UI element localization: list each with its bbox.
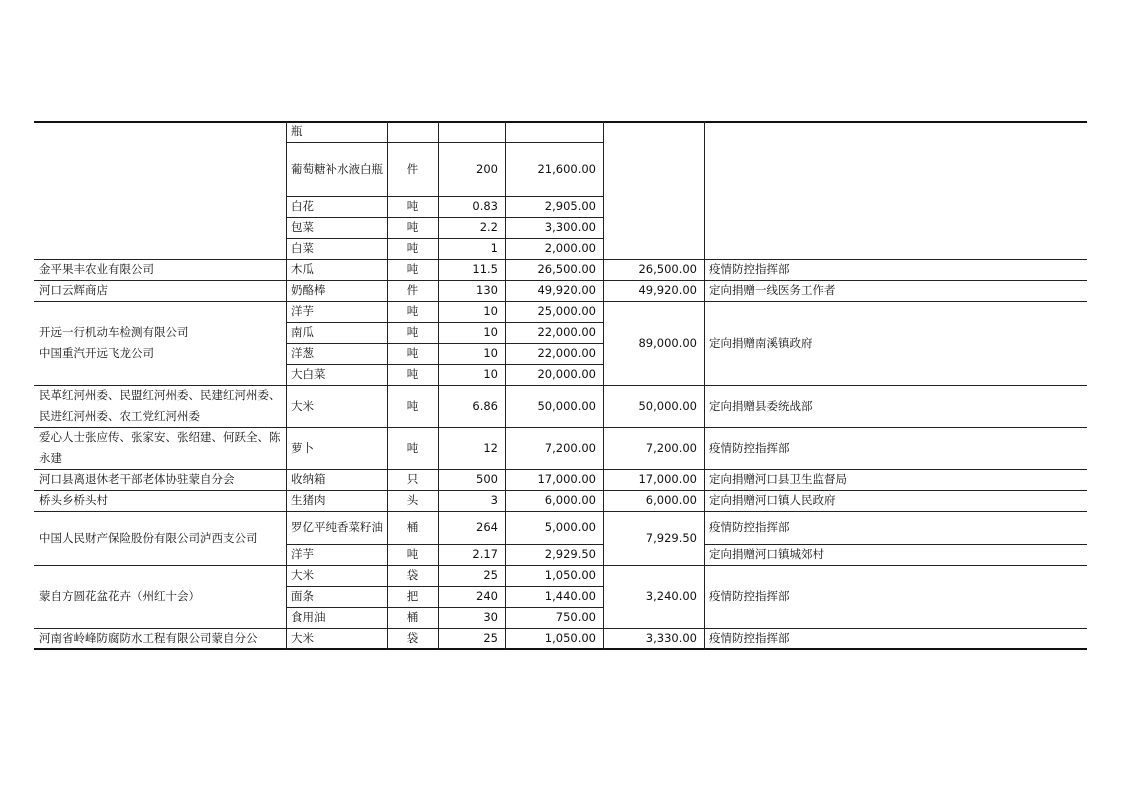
item-cell <box>286 544 387 565</box>
donor-cell <box>34 259 286 280</box>
item-cell-text: 白花 <box>291 199 314 213</box>
donor-cell <box>34 427 286 469</box>
item-cell <box>286 322 387 343</box>
item-cell-text: 瓶 <box>291 124 303 138</box>
donor-cell-text: 爱心人士张应传、张家安、张绍建、何跃全、陈永建 <box>39 430 281 465</box>
qty-cell-text: 10 <box>483 367 498 381</box>
item-cell <box>286 427 387 469</box>
item-cell <box>286 343 387 364</box>
amount-cell-text: 26,500.00 <box>537 262 596 276</box>
qty-cell-text: 11.5 <box>472 262 498 276</box>
item-cell <box>286 280 387 301</box>
unit-cell-text: 吨 <box>406 325 419 339</box>
total-cell-text: 7,200.00 <box>645 440 697 455</box>
total-cell-text: 3,330.00 <box>645 631 697 645</box>
donor-cell <box>34 628 286 649</box>
total-cell <box>603 385 704 427</box>
qty-cell <box>438 565 505 586</box>
amount-cell <box>505 259 603 280</box>
dest-cell-text: 定向捐赠河口镇人民政府 <box>709 493 836 507</box>
qty-cell-text: 500 <box>476 472 498 486</box>
qty-cell <box>438 238 505 259</box>
item-cell-text: 白菜 <box>291 241 314 255</box>
qty-cell-text: 25 <box>483 568 498 582</box>
amount-cell-text: 7,200.00 <box>544 440 596 455</box>
donor-cell <box>34 280 286 301</box>
amount-cell <box>505 586 603 607</box>
qty-cell <box>438 586 505 607</box>
total-cell <box>603 301 704 385</box>
unit-cell-text: 吨 <box>406 262 419 276</box>
amount-cell <box>505 322 603 343</box>
unit-cell <box>387 490 438 511</box>
donor-cell-text: 蒙自方圆花盆花卉（州红十会） <box>39 589 200 603</box>
amount-cell-text: 21,600.00 <box>537 161 596 176</box>
dest-cell <box>704 469 1087 490</box>
amount-cell-text: 750.00 <box>555 610 596 624</box>
qty-cell-text: 200 <box>476 161 498 176</box>
unit-cell-text: 把 <box>406 589 419 603</box>
amount-cell-text: 25,000.00 <box>537 304 596 318</box>
dest-cell <box>704 280 1087 301</box>
item-cell-text: 洋芋 <box>291 304 314 318</box>
qty-cell-text: 130 <box>476 283 498 297</box>
amount-cell <box>505 385 603 427</box>
qty-cell <box>438 607 505 628</box>
amount-cell <box>505 469 603 490</box>
total-cell-text: 50,000.00 <box>638 398 697 413</box>
unit-cell <box>387 364 438 385</box>
item-cell <box>286 301 387 322</box>
unit-cell-text: 吨 <box>406 346 419 360</box>
donor-cell <box>34 469 286 490</box>
qty-cell <box>438 196 505 217</box>
total-cell <box>603 511 704 565</box>
amount-cell <box>505 544 603 565</box>
item-cell-text: 食用油 <box>291 610 326 624</box>
total-cell-text: 3,240.00 <box>645 589 697 603</box>
dest-cell <box>704 385 1087 427</box>
item-cell <box>286 586 387 607</box>
unit-cell <box>387 217 438 238</box>
dest-cell <box>704 301 1087 385</box>
unit-cell <box>387 322 438 343</box>
qty-cell-text: 0.83 <box>472 199 498 213</box>
item-cell-text: 大米 <box>291 398 314 413</box>
qty-cell <box>438 511 505 544</box>
dest-cell <box>704 511 1087 544</box>
unit-cell <box>387 586 438 607</box>
item-cell-text: 奶酪棒 <box>291 283 326 297</box>
dest-cell <box>704 544 1087 565</box>
item-cell <box>286 238 387 259</box>
qty-cell <box>438 364 505 385</box>
item-cell-text: 洋葱 <box>291 346 314 360</box>
item-cell <box>286 628 387 649</box>
donor-cell-text: 河口县离退休老干部老体协驻蒙自分会 <box>39 472 235 486</box>
unit-cell <box>387 544 438 565</box>
qty-cell-text: 6.86 <box>472 398 498 413</box>
qty-cell-text: 264 <box>476 520 498 534</box>
qty-cell-text: 2.2 <box>479 220 498 234</box>
item-cell <box>286 565 387 586</box>
unit-cell <box>387 238 438 259</box>
amount-cell <box>505 217 603 238</box>
amount-cell-text: 50,000.00 <box>537 398 596 413</box>
qty-cell-text: 10 <box>483 346 498 360</box>
unit-cell-text: 吨 <box>406 199 419 213</box>
amount-cell <box>505 628 603 649</box>
donor-cell-text: 桥头乡桥头村 <box>39 493 108 507</box>
amount-cell <box>505 490 603 511</box>
item-cell-text: 面条 <box>291 589 314 603</box>
item-cell-text: 生猪肉 <box>291 493 326 507</box>
amount-cell <box>505 565 603 586</box>
amount-cell <box>505 364 603 385</box>
amount-cell-text: 22,000.00 <box>537 325 596 339</box>
unit-cell <box>387 343 438 364</box>
qty-cell-text: 30 <box>483 610 498 624</box>
item-cell <box>286 364 387 385</box>
donor-cell-line: 中国重汽开远飞龙公司 <box>39 346 154 360</box>
donor-cell <box>34 385 286 427</box>
item-cell-text: 葡萄糖补水液白瓶 <box>291 161 383 176</box>
total-cell-text: 49,920.00 <box>638 283 697 297</box>
item-cell-text: 大米 <box>291 631 314 645</box>
total-cell-text: 7,929.50 <box>645 530 697 545</box>
unit-cell-text: 桶 <box>406 610 419 624</box>
amount-cell <box>505 142 603 196</box>
dest-cell <box>704 427 1087 469</box>
unit-cell <box>387 280 438 301</box>
item-cell <box>286 196 387 217</box>
qty-cell-text: 1 <box>490 241 498 255</box>
amount-cell-text: 3,300.00 <box>544 220 596 234</box>
amount-cell-text: 6,000.00 <box>544 493 596 507</box>
donor-cell <box>34 490 286 511</box>
unit-cell-text: 吨 <box>406 440 419 455</box>
qty-cell <box>438 322 505 343</box>
donor-cell-line: 开远一行机动车检测有限公司 <box>39 325 189 339</box>
amount-cell <box>505 607 603 628</box>
dest-cell <box>704 628 1087 649</box>
qty-cell <box>438 427 505 469</box>
unit-cell <box>387 427 438 469</box>
unit-cell-text: 吨 <box>406 220 419 234</box>
qty-cell-text: 12 <box>483 440 498 455</box>
item-cell-text: 包菜 <box>291 220 314 234</box>
dest-cell-text: 疫情防控指挥部 <box>709 520 790 534</box>
unit-cell-text: 头 <box>406 493 419 507</box>
qty-cell-text: 10 <box>483 325 498 339</box>
unit-cell <box>387 511 438 544</box>
qty-cell-text: 240 <box>476 589 498 603</box>
qty-cell <box>438 544 505 565</box>
qty-cell <box>438 301 505 322</box>
qty-cell <box>438 343 505 364</box>
amount-cell <box>505 238 603 259</box>
amount-cell <box>505 511 603 544</box>
qty-cell <box>438 469 505 490</box>
amount-cell-text: 22,000.00 <box>537 346 596 360</box>
donor-cell <box>34 565 286 628</box>
total-cell <box>603 259 704 280</box>
unit-cell-text: 袋 <box>406 568 419 582</box>
dest-cell-text: 定向捐赠一线医务工作者 <box>709 283 836 297</box>
item-cell <box>286 259 387 280</box>
qty-cell-text: 25 <box>483 631 498 645</box>
dest-cell-text: 疫情防控指挥部 <box>709 631 790 645</box>
dest-cell-text: 疫情防控指挥部 <box>709 589 790 603</box>
total-cell <box>603 469 704 490</box>
qty-cell <box>438 490 505 511</box>
item-cell <box>286 469 387 490</box>
qty-cell <box>438 259 505 280</box>
item-cell-text: 萝卜 <box>291 440 314 455</box>
dest-cell-text: 疫情防控指挥部 <box>709 440 790 455</box>
donor-cell-text: 民革红河州委、民盟红河州委、民建红河州委、民进红河州委、农工党红河州委 <box>39 388 281 423</box>
qty-cell <box>438 385 505 427</box>
amount-cell <box>505 280 603 301</box>
item-cell-text: 大米 <box>291 568 314 582</box>
unit-cell <box>387 628 438 649</box>
total-cell <box>603 628 704 649</box>
amount-cell-text: 20,000.00 <box>537 367 596 381</box>
total-cell <box>603 427 704 469</box>
dest-cell <box>704 490 1087 511</box>
item-cell-text: 南瓜 <box>291 325 314 339</box>
unit-cell-text: 桶 <box>406 520 419 534</box>
amount-cell-text: 2,905.00 <box>544 199 596 213</box>
unit-cell-text: 吨 <box>406 241 419 255</box>
unit-cell-text: 吨 <box>406 398 419 413</box>
unit-cell <box>387 196 438 217</box>
item-cell <box>286 490 387 511</box>
unit-cell-text: 袋 <box>406 631 419 645</box>
unit-cell <box>387 259 438 280</box>
donor-cell-text: 河南省岭峰防腐防水工程有限公司蒙自分公 <box>39 631 258 645</box>
top-border <box>34 121 1087 123</box>
amount-cell <box>505 196 603 217</box>
dest-cell <box>704 565 1087 628</box>
amount-cell-text: 1,050.00 <box>544 631 596 645</box>
dest-cell-text: 定向捐赠县委统战部 <box>709 398 813 413</box>
donor-cell <box>34 511 286 565</box>
qty-cell-text: 10 <box>483 304 498 318</box>
unit-cell <box>387 565 438 586</box>
unit-cell-text: 吨 <box>406 304 419 318</box>
unit-cell-text: 件 <box>406 161 419 176</box>
amount-cell-text: 2,929.50 <box>544 547 596 561</box>
amount-cell <box>505 301 603 322</box>
qty-cell <box>438 628 505 649</box>
total-cell <box>603 280 704 301</box>
total-cell <box>603 490 704 511</box>
amount-cell-text: 1,440.00 <box>544 589 596 603</box>
donation-table <box>34 121 1087 656</box>
item-cell <box>286 217 387 238</box>
item-cell-text: 洋芋 <box>291 547 314 561</box>
item-cell-text: 收纳箱 <box>291 472 326 486</box>
dest-cell-text: 定向捐赠南溪镇政府 <box>709 335 813 350</box>
total-cell <box>603 565 704 628</box>
total-cell-text: 26,500.00 <box>638 262 697 276</box>
item-cell-text: 罗亿平纯香菜籽油 <box>291 520 383 534</box>
amount-cell <box>505 343 603 364</box>
unit-cell <box>387 301 438 322</box>
donor-cell <box>34 301 286 385</box>
amount-cell-text: 5,000.00 <box>544 520 596 534</box>
unit-cell-text: 吨 <box>406 547 419 561</box>
amount-cell-text: 49,920.00 <box>537 283 596 297</box>
dest-cell-text: 疫情防控指挥部 <box>709 262 790 276</box>
unit-cell <box>387 142 438 196</box>
unit-cell-text: 只 <box>406 472 419 486</box>
dest-cell <box>704 259 1087 280</box>
qty-cell <box>438 217 505 238</box>
dest-cell-text: 定向捐赠河口镇城郊村 <box>709 547 824 561</box>
total-cell-text: 89,000.00 <box>638 335 697 350</box>
amount-cell <box>505 427 603 469</box>
total-cell-text: 17,000.00 <box>638 472 697 486</box>
unit-cell-text: 吨 <box>406 367 419 381</box>
item-cell <box>286 607 387 628</box>
qty-cell-text: 3 <box>490 493 498 507</box>
item-cell <box>286 121 387 142</box>
amount-cell-text: 1,050.00 <box>544 568 596 582</box>
amount-cell-text: 17,000.00 <box>537 472 596 486</box>
item-cell-text: 木瓜 <box>291 262 314 276</box>
item-cell <box>286 511 387 544</box>
total-cell-text: 6,000.00 <box>645 493 697 507</box>
donor-cell-text: 中国人民财产保险股份有限公司泸西支公司 <box>39 530 258 545</box>
dest-cell-text: 定向捐赠河口县卫生监督局 <box>709 472 847 486</box>
unit-cell <box>387 607 438 628</box>
qty-cell <box>438 280 505 301</box>
amount-cell-text: 2,000.00 <box>544 241 596 255</box>
item-cell <box>286 142 387 196</box>
donor-cell-text: 金平果丰农业有限公司 <box>39 262 154 276</box>
unit-cell <box>387 385 438 427</box>
unit-cell-text: 件 <box>406 283 419 297</box>
qty-cell-text: 2.17 <box>472 547 498 561</box>
item-cell-text: 大白菜 <box>291 367 326 381</box>
unit-cell <box>387 469 438 490</box>
item-cell <box>286 385 387 427</box>
donor-cell-text: 河口云辉商店 <box>39 283 108 297</box>
qty-cell <box>438 142 505 196</box>
